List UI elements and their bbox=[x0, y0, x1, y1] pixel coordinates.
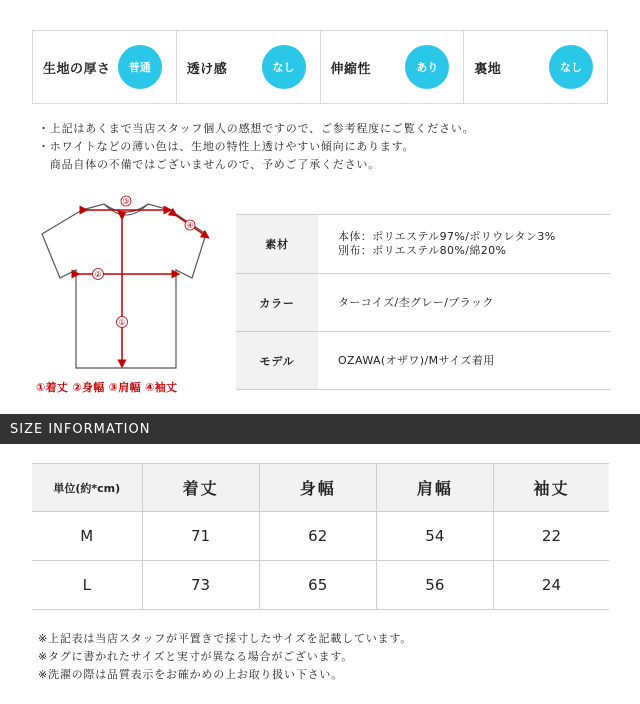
feel-thickness bbox=[33, 31, 176, 103]
note-line: ・上記はあくまで当店スタッフ個人の感想ですので、ご参考程度にご覧ください。 bbox=[38, 122, 475, 135]
feel-badge: あり bbox=[405, 45, 449, 89]
column-sleeve-length: 袖丈 bbox=[493, 464, 609, 512]
model-value: OZAWA(オザワ)/Mサイズ着用 bbox=[318, 332, 610, 390]
tshirt-measurement-diagram bbox=[36, 192, 216, 374]
note-line: 商品自体の不備ではございませんので、予めご了承ください。 bbox=[38, 158, 380, 171]
note-line: ・ホワイトなどの薄い色は、生地の特性上透けやすい傾向にあります。 bbox=[38, 140, 415, 153]
size-cell: 24 bbox=[493, 561, 609, 610]
size-table bbox=[32, 463, 609, 610]
size-information-header bbox=[0, 414, 640, 444]
size-cell: 71 bbox=[142, 512, 259, 561]
note-line: ※上記表は当店スタッフが平置きで採寸したサイズを記載しています。 bbox=[38, 632, 413, 645]
size-cell: 56 bbox=[376, 561, 493, 610]
feel-transparency bbox=[176, 31, 320, 103]
unit-label: 単位(約*cm) bbox=[32, 464, 142, 512]
feel-badge: なし bbox=[549, 45, 593, 89]
marker-sleeve: ④ bbox=[186, 221, 194, 230]
size-cell: 65 bbox=[259, 561, 376, 610]
material-value bbox=[318, 215, 610, 274]
model-row bbox=[236, 332, 610, 390]
feel-label: 伸縮性 bbox=[330, 61, 372, 77]
material-table bbox=[236, 214, 610, 390]
feel-lining bbox=[463, 31, 607, 103]
marker-shoulder: ③ bbox=[122, 197, 130, 206]
column-shoulder-width: 肩幅 bbox=[376, 464, 493, 512]
size-label: M bbox=[32, 512, 142, 561]
note-line: ※タグに書かれたサイズと実寸が異なる場合がございます。 bbox=[38, 650, 354, 663]
size-header-row bbox=[32, 464, 609, 512]
material-header: 素材 bbox=[236, 215, 318, 274]
color-header: カラー bbox=[236, 274, 318, 332]
color-row bbox=[236, 274, 610, 332]
marker-body-width: ② bbox=[94, 270, 102, 279]
color-value: ターコイズ/杢グレー/ブラック bbox=[318, 274, 610, 332]
section-title: SIZE INFORMATION bbox=[10, 421, 151, 437]
size-cell: 22 bbox=[493, 512, 609, 561]
diagram-legend: ①着丈 ②身幅 ③肩幅 ④袖丈 bbox=[36, 381, 178, 394]
feel-badge: 普通 bbox=[118, 45, 162, 89]
size-label: L bbox=[32, 561, 142, 610]
feel-stretch bbox=[320, 31, 464, 103]
tshirt-outline bbox=[42, 204, 206, 368]
model-header: モデル bbox=[236, 332, 318, 390]
note-line: ※洗濯の際は品質表示をお確かめの上お取り扱い下さい。 bbox=[38, 668, 344, 681]
marker-length: ① bbox=[118, 318, 126, 327]
column-body-width: 身幅 bbox=[259, 464, 376, 512]
material-row bbox=[236, 215, 610, 274]
size-notes bbox=[38, 630, 412, 684]
feel-notes bbox=[38, 120, 474, 174]
feel-label: 裏地 bbox=[474, 61, 502, 77]
size-cell: 62 bbox=[259, 512, 376, 561]
fabric-feel-table bbox=[32, 30, 608, 104]
feel-label: 生地の厚さ bbox=[43, 61, 111, 77]
size-cell: 54 bbox=[376, 512, 493, 561]
column-length: 着丈 bbox=[142, 464, 259, 512]
material-line: 本体：ポリエステル97%/ポリウレタン3% bbox=[338, 230, 556, 243]
table-row bbox=[32, 512, 609, 561]
feel-badge: なし bbox=[262, 45, 306, 89]
material-line: 別布：ポリエステル80%/綿20% bbox=[338, 244, 507, 257]
table-row bbox=[32, 561, 609, 610]
feel-label: 透け感 bbox=[186, 61, 228, 77]
size-cell: 73 bbox=[142, 561, 259, 610]
